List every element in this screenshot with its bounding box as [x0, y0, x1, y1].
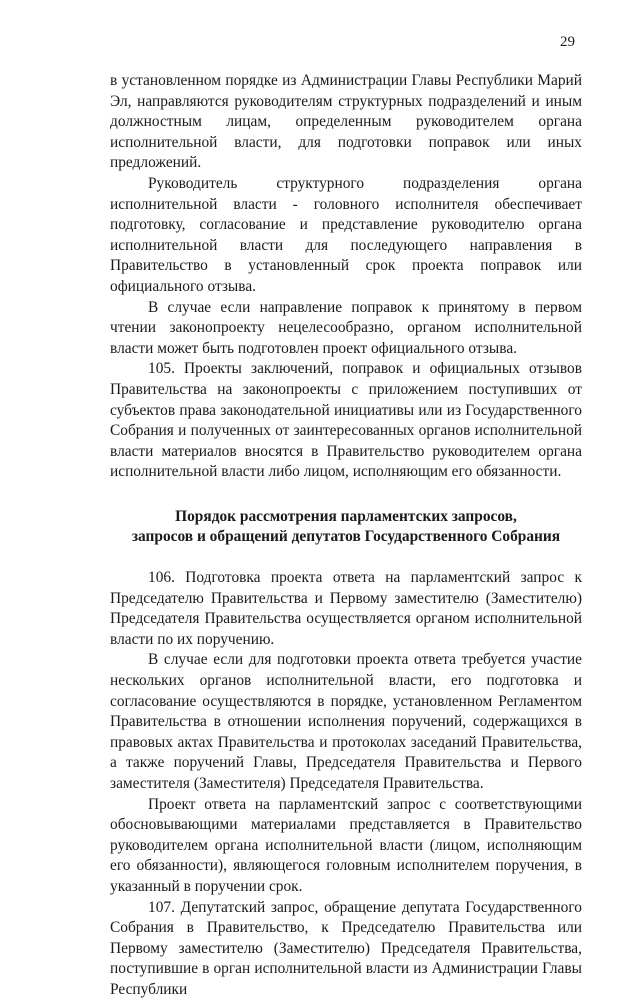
- paragraph-106: 106. Подготовка проекта ответа на парламентский запрос к Председателю Правительства и Первому заместителю (Заместителю) Председателя Правительства осуществляется органом исполнительной власти по их поручению.: [110, 569, 582, 648]
- section-heading-line-1: Порядок рассмотрения парламентских запросов,: [175, 507, 517, 525]
- section-heading: [110, 507, 582, 548]
- document-body: [110, 71, 582, 1001]
- section-after: [110, 568, 582, 1000]
- page-number: 29: [560, 34, 575, 50]
- paragraph-105: 105. Проекты заключений, поправок и официальных отзывов Правительства на законопроекты с приложением поступивших от субъектов права законодательной инициативы или из Государственного Собрания и полученных от заинтересованных органов исполнительной власти материалов вносятся в Правительство руководителем органа исполнительной власти либо лицом, исполняющим его обязанности.: [110, 360, 582, 481]
- section-heading-line-2: запросов и обращений депутатов Государственного Собрания: [131, 528, 561, 546]
- section-before: [110, 71, 582, 483]
- paragraph: Руководитель структурного подразделения органа исполнительной власти - головного исполнителя обеспечивает подготовку, согласование и представление руководителю органа исполнительной власти для последующего направления в Правительство в установленный срок проекта поправок или официального отзыва.: [110, 174, 582, 295]
- paragraph: В случае если для подготовки проекта ответа требуется участие нескольких органов исполнительной власти, его подготовка и согласование осуществляются в порядке, установленном Регламентом Правительства в отношении исполнения поручений, содержащихся в правовых актах Правительства и протоколах заседаний Правительства, а также поручений Главы, Председателя Правительства и Первого заместителя (Заместителя) Председателя Правительства.: [110, 651, 582, 792]
- paragraph: В случае если направление поправок к принятому в первом чтении законопроекту нецелесообразно, органом исполнительной власти может быть подготовлен проект официального отзыва.: [110, 298, 582, 357]
- paragraph: в установленном порядке из Администрации Главы Республики Марий Эл, направляются руководителям структурных подразделений и иным должностным лицам, определенным руководителем органа исполнительной власти, для подготовки поправок или иных предложений.: [110, 72, 582, 172]
- paragraph-107: 107. Депутатский запрос, обращение депутата Государственного Собрания в Правительство, к Председателю Правительства или Первому заместителю (Заместителю) Председателя Правительства, поступившие в орган исполнительной власти из Администрации Главы Республики: [110, 898, 582, 998]
- paragraph: Проект ответа на парламентский запрос с соответствующими обосновывающими материалами представляется в Правительство руководителем органа исполнительной власти (лицом, исполняющим его обязанности), являющегося головным исполнителем поручения, в указанный в поручении срок.: [110, 795, 582, 895]
